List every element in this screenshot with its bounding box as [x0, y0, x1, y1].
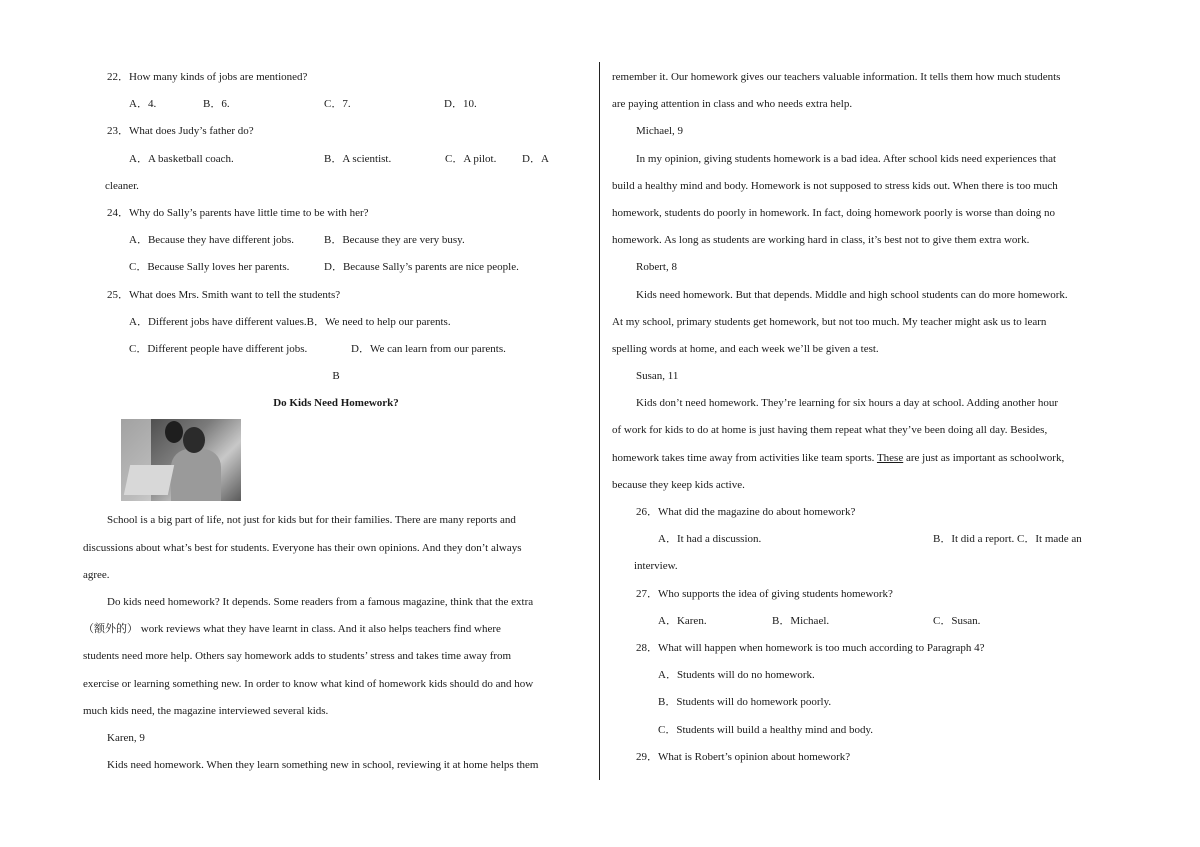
section-label: B	[332, 370, 340, 383]
paragraph-3-line-1: Kids need homework. When they learn something new in school, reviewing it at home helps them	[107, 759, 539, 772]
question-25: 25．What does Mrs. Smith want to tell the students?	[107, 288, 341, 301]
paragraph-6-line-4: because they keep kids active.	[612, 478, 745, 491]
speaker-robert: Robert, 8	[636, 261, 677, 274]
paragraph-6-line-3-post: are just as important as schoolwork,	[903, 451, 1065, 464]
question-24: 24．Why do Sally’s parents have little time to be with her?	[107, 206, 369, 219]
option-c: C．7.	[324, 98, 351, 111]
question-23: 23．What does Judy’s father do?	[107, 125, 254, 138]
homework-photo	[121, 419, 241, 501]
passage-title: Do Kids Need Homework?	[273, 397, 399, 410]
question-23-options	[83, 146, 589, 173]
left-column	[83, 64, 589, 779]
paragraph-6-line-2: of work for kids to do at home is just having them repeat what they’ve been doing all day. Besides,	[612, 424, 1048, 437]
speaker-michael: Michael, 9	[636, 125, 684, 138]
paragraph-5-line-2: At my school, primary students get homework, but not too much. My teacher might ask us to learn	[612, 315, 1047, 328]
question-24-options-ab	[83, 227, 589, 254]
option-d: D．A	[522, 152, 549, 165]
question-28-option-a: A．Students will do no homework.	[658, 669, 815, 682]
question-25-options-ab: A．Different jobs have different values.B．We need to help our parents.	[129, 315, 451, 328]
option-d: D．We can learn from our parents.	[351, 342, 506, 355]
question-26-options	[612, 526, 1118, 553]
paragraph-4-line-3: homework, students do poorly in homework. In fact, doing homework poorly is worse than doing no	[612, 206, 1055, 219]
option-c: C．Different people have different jobs.	[129, 342, 308, 355]
question-22-options	[83, 91, 589, 118]
paragraph-4-line-4: homework. As long as students are working hard in class, it’s best not to give them extra work.	[612, 234, 1030, 247]
option-c: C．Susan.	[933, 614, 981, 627]
option-a: A．4.	[129, 98, 157, 111]
paragraph-2-line-2: （额外的） work reviews what they have learnt in class. And it also helps teachers find where	[83, 623, 501, 636]
option-b: B．Michael.	[772, 614, 830, 627]
question-25-options-cd	[83, 336, 589, 363]
paragraph-2-line-3: students need more help. Others say homework adds to students’ stress and takes time away from	[83, 650, 512, 663]
paragraph-4-line-1: In my opinion, giving students homework is a bad idea. After school kids need experiences that	[636, 152, 1057, 165]
paragraph-3-line-3: are paying attention in class and who needs extra help.	[612, 98, 853, 111]
column-divider	[599, 62, 600, 780]
underlined-word-these: These	[876, 451, 904, 464]
paragraph-1-line-3: agree.	[83, 568, 110, 581]
option-b: B．6.	[203, 98, 230, 111]
option-a: A．Because they have different jobs.	[129, 234, 295, 247]
question-28-option-b: B．Students will do homework poorly.	[658, 696, 832, 709]
question-28-option-c: C．Students will build a healthy mind and body.	[658, 723, 873, 736]
question-26-option-c-cont: interview.	[634, 560, 678, 573]
option-c: C．A pilot.	[445, 152, 497, 165]
paragraph-6-line-3-pre: homework takes time away from activities like team sports.	[612, 451, 877, 464]
question-22: 22．How many kinds of jobs are mentioned?	[107, 71, 308, 83]
paragraph-2-line-4: exercise or learning something new. In order to know what kind of homework kids should do and how	[83, 677, 534, 690]
paragraph-6-line-1: Kids don’t need homework. They’re learning for six hours a day at school. Adding another hour	[636, 397, 1059, 410]
paragraph-5-line-1: Kids need homework. But that depends. Middle and high school students can do more homework.	[636, 288, 1068, 301]
question-23-option-d-cont: cleaner.	[105, 179, 139, 192]
paragraph-4-line-2: build a healthy mind and body. Homework is not supposed to stress kids out. When there is too much	[612, 179, 1058, 192]
question-24-options-cd	[83, 254, 589, 281]
option-b: B．A scientist.	[324, 152, 392, 165]
option-bc: B．It did a report. C．It made an	[933, 533, 1082, 546]
question-27: 27．Who supports the idea of giving students homework?	[636, 587, 893, 600]
paragraph-1-line-2: discussions about what’s best for students. Everyone has their own opinions. And they don’t always	[83, 541, 522, 554]
option-a: A．A basketball coach.	[129, 152, 234, 165]
option-d: D．Because Sally’s parents are nice people.	[324, 261, 519, 274]
paragraph-2-line-5: much kids need, the magazine interviewed several kids.	[83, 704, 329, 717]
option-b: B．Because they are very busy.	[324, 234, 465, 247]
paragraph-1-line-1: School is a big part of life, not just for kids but for their families. There are many reports and	[107, 514, 516, 527]
question-26: 26．What did the magazine do about homework?	[636, 506, 856, 518]
paragraph-3-line-2: remember it. Our homework gives our teachers valuable information. It tells them how much students	[612, 71, 1061, 83]
option-d: D．10.	[444, 98, 477, 111]
option-c: C．Because Sally loves her parents.	[129, 261, 290, 274]
question-29: 29．What is Robert’s opinion about homework?	[636, 750, 851, 763]
option-a: A．It had a discussion.	[658, 533, 762, 546]
question-27-options	[612, 608, 1118, 635]
paragraph-2-line-1: Do kids need homework? It depends. Some readers from a famous magazine, think that the extra	[107, 596, 534, 608]
speaker-karen: Karen, 9	[107, 731, 145, 744]
paragraph-5-line-3: spelling words at home, and each week we’ll be given a test.	[612, 342, 879, 355]
question-28: 28．What will happen when homework is too much according to Paragraph 4?	[636, 641, 985, 654]
paragraph-6-line-3	[612, 445, 1118, 472]
right-column	[612, 64, 1118, 771]
option-a: A．Karen.	[658, 614, 707, 627]
speaker-susan: Susan, 11	[636, 370, 679, 383]
